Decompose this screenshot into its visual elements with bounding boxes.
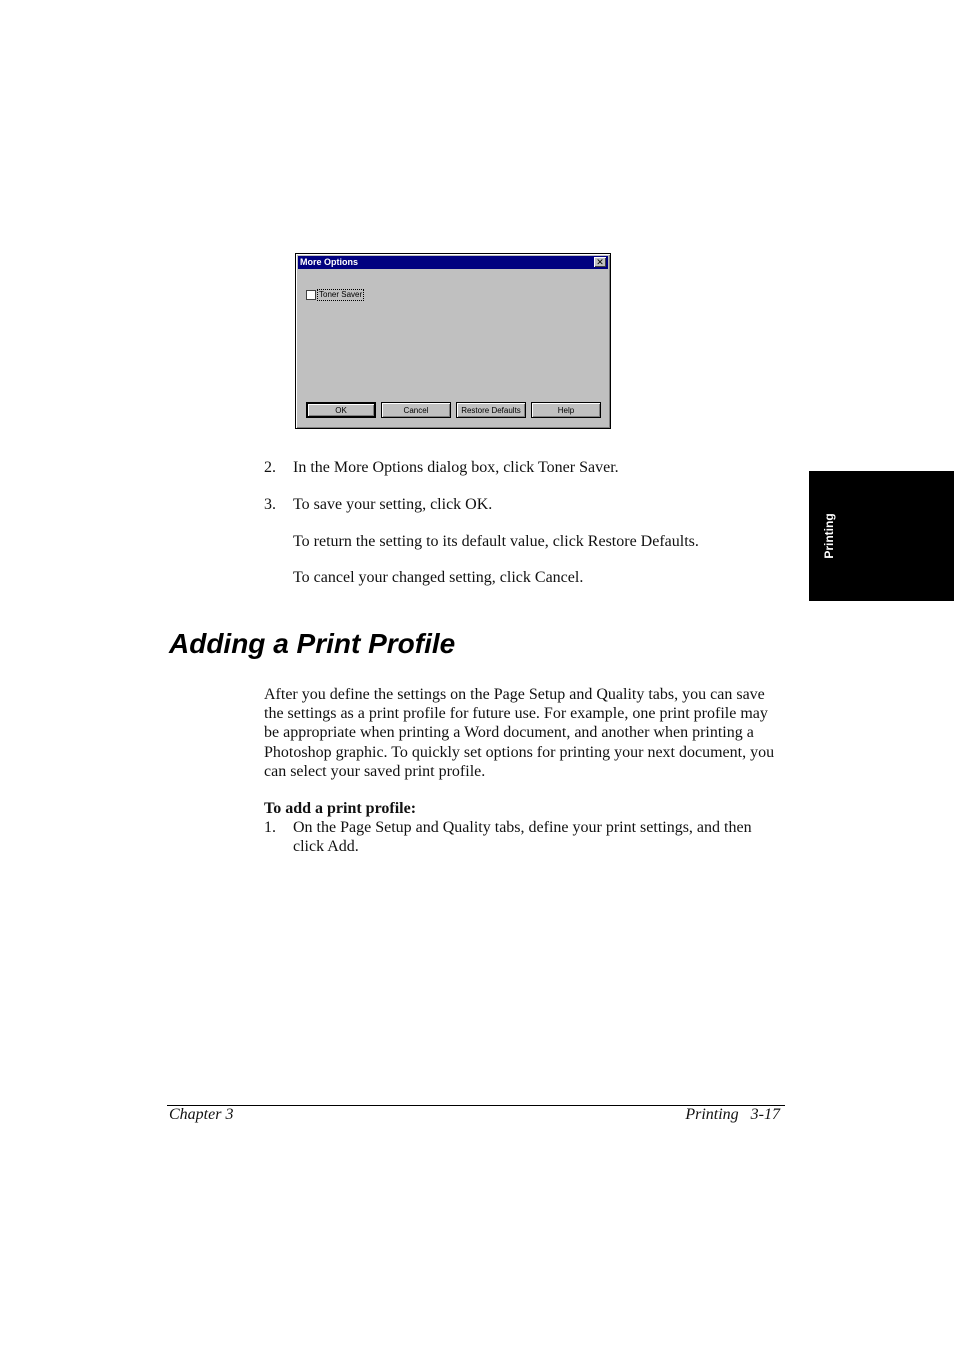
toner-saver-option[interactable] xyxy=(306,290,363,300)
step-number: 2. xyxy=(264,459,276,476)
step-number: 3. xyxy=(264,496,276,513)
dialog-titlebar xyxy=(298,256,608,269)
step-text: To save your setting, click OK. xyxy=(293,496,493,513)
toner-saver-label[interactable]: Toner Saver xyxy=(319,290,363,299)
note-text: To return the setting to its default value, click Restore Defaults. xyxy=(293,533,699,550)
procedure-heading: To add a print profile: xyxy=(264,800,417,817)
help-button[interactable]: Help xyxy=(531,402,601,418)
dialog-title: More Options xyxy=(300,257,358,267)
footer-page-number: 3-17 xyxy=(750,1106,780,1123)
footer-chapter: Chapter 3 xyxy=(169,1106,234,1123)
ok-button[interactable]: OK xyxy=(306,402,376,418)
step-text: On the Page Setup and Quality tabs, define your print settings, and then click Add. xyxy=(293,819,752,855)
restore-defaults-button[interactable]: Restore Defaults xyxy=(456,402,526,418)
more-options-dialog xyxy=(295,253,611,429)
side-tab-label: Printing xyxy=(822,513,836,559)
section-heading: Adding a Print Profile xyxy=(169,628,456,659)
step-text: In the More Options dialog box, click Toner Saver. xyxy=(293,459,619,476)
footer-page-ref xyxy=(685,1106,780,1124)
toner-saver-checkbox[interactable] xyxy=(306,290,316,300)
section-paragraph: After you define the settings on the Page Setup and Quality tabs, you can save the settings as a print profile for future use. For example, one print profile may be appropriate when printing a Word document, and another when printing a Photoshop graphic. To quickly set options for printing your next document, you can select your saved print profile. xyxy=(264,686,775,780)
cancel-button[interactable]: Cancel xyxy=(381,402,451,418)
step-number: 1. xyxy=(264,819,276,836)
footer-section: Printing xyxy=(685,1106,739,1123)
close-icon[interactable]: ✕ xyxy=(594,257,606,267)
dialog-button-row xyxy=(306,402,601,418)
note-text: To cancel your changed setting, click Cancel. xyxy=(293,569,584,586)
